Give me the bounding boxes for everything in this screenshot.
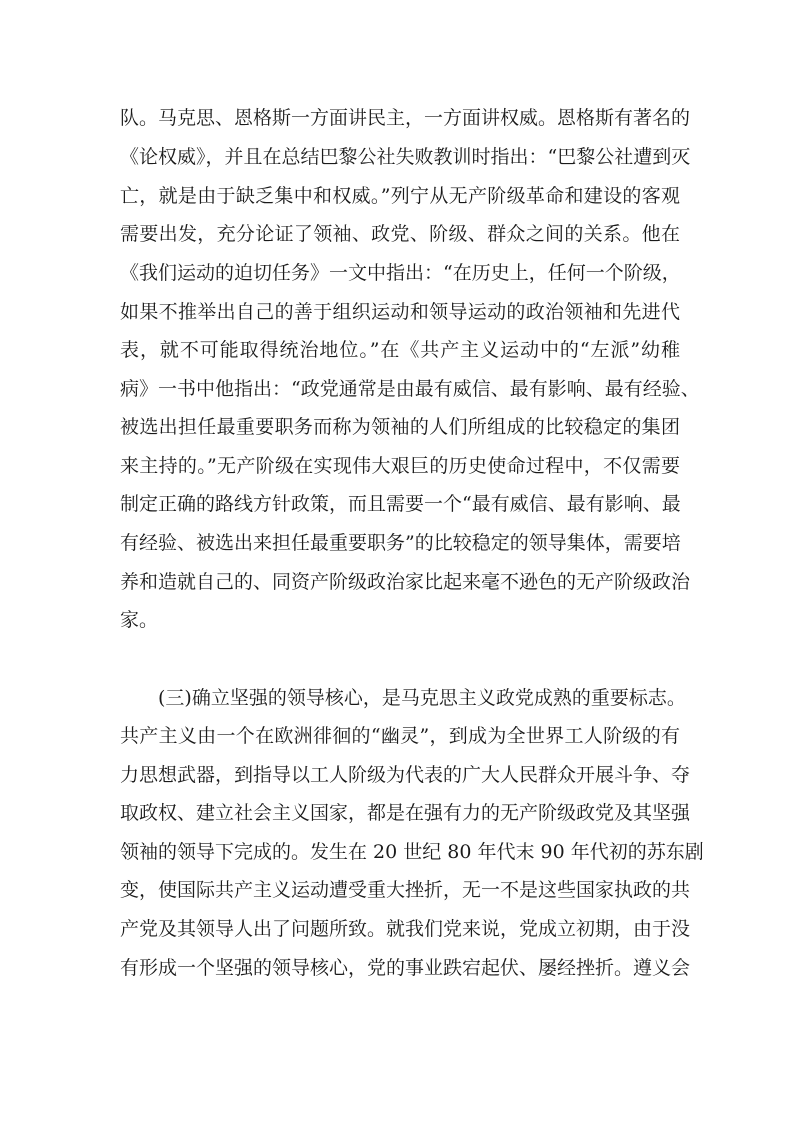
text-line: 有经验、被选出来担任最重要职务”的比较稳定的领导集体，需要培	[120, 532, 681, 554]
text-line: 需要出发，充分论证了领袖、政党、阶级、群众之间的关系。他在	[120, 223, 680, 245]
text-line: 养和造就自己的、同资产阶级政治家比起来毫不逊色的无产阶级政治	[120, 571, 691, 593]
text-line: 变，使国际共产主义运动遭受重大挫折，无一不是这些国家执政的共	[120, 879, 691, 901]
text-line: 家。	[120, 609, 159, 631]
text-line: 如果不推举出自己的善于组织运动和领导运动的政治领袖和先进代	[120, 301, 680, 323]
text-line: 《我们运动的迫切任务》一文中指出：“在历史上，任何一个阶级，	[120, 262, 681, 284]
text-line: 《论权威》，并且在总结巴黎公社失败教训时指出：“巴黎公社遭到灭	[120, 146, 691, 168]
text-line: 表，就不可能取得统治地位。”在《共产主义运动中的“左派”幼稚	[120, 339, 680, 361]
text-line: 取政权、建立社会主义国家，都是在强有力的无产阶级政党及其坚强	[120, 802, 691, 824]
text-line: 亡，就是由于缺乏集中和权威。”列宁从无产阶级革命和建设的客观	[120, 185, 680, 207]
text-line: 产党及其领导人出了问题所致。就我们党来说，党成立初期，由于没	[120, 918, 691, 940]
text-line: 队。马克思、恩格斯一方面讲民主，一方面讲权威。恩格斯有著名的	[120, 107, 691, 129]
text-line: 病》一书中他指出：“政党通常是由最有威信、最有影响、最有经验、	[120, 378, 700, 400]
text-line: 领袖的领导下完成的。发生在 20 世纪 80 年代末 90 年代初的苏东剧	[120, 841, 704, 863]
text-line: 有形成一个坚强的领导核心，党的事业跌宕起伏、屡经挫折。遵义会	[120, 957, 691, 979]
text-line: 力思想武器，到指导以工人阶级为代表的广大人民群众开展斗争、夺	[120, 764, 691, 786]
text-line: 被选出担任最重要职务而称为领袖的人们所组成的比较稳定的集团	[120, 416, 680, 438]
text-line: 来主持的。”无产阶级在实现伟大艰巨的历史使命过程中，不仅需要	[120, 455, 680, 477]
text-line: 共产主义由一个在欧洲徘徊的“幽灵”，到成为全世界工人阶级的有	[120, 725, 680, 747]
section-heading-line: (三)确立坚强的领导核心，是马克思主义政党成熟的重要标志。	[158, 687, 686, 709]
text-line: 制定正确的路线方针政策，而且需要一个“最有威信、最有影响、最	[120, 493, 681, 515]
